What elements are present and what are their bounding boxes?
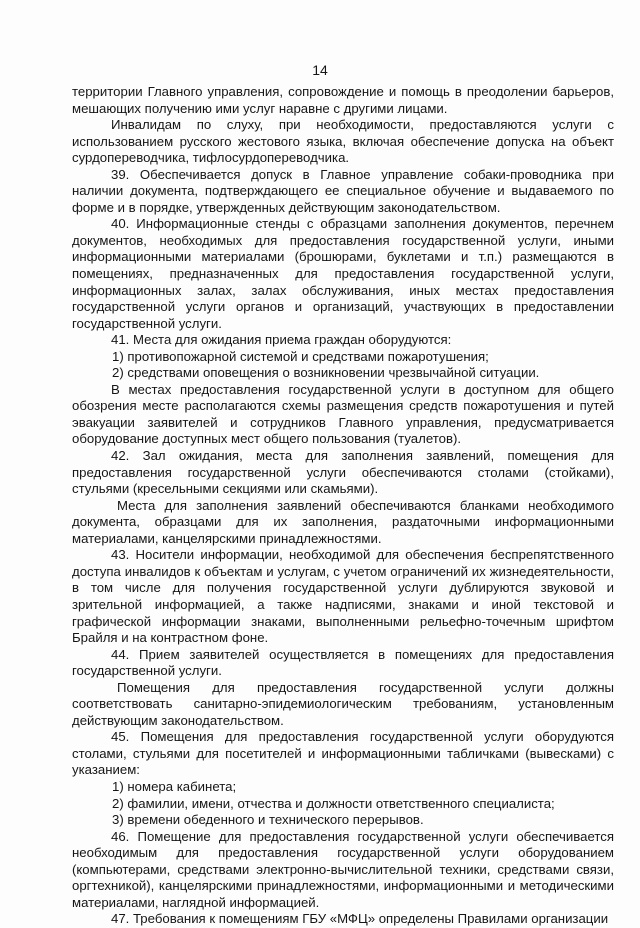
paragraph: территории Главного управления, сопровождение и помощь в преодолении барьеров, мешающих получению ими услуг наравне с другими лицами. <box>72 84 614 116</box>
paragraph: 41. Места для ожидания приема граждан оборудуются: <box>111 332 452 348</box>
list-item: 1) номера кабинета; <box>112 778 237 794</box>
list-item: 2) фамилии, имени, отчества и должности ответственного специалиста; <box>112 795 555 811</box>
paragraph: 42. Зал ожидания, места для заполнения заявлений, помещения для предоставления государственной услуги обеспечиваются столами (стойками), стульями (кресельными секциями или скамьями). <box>72 448 614 497</box>
paragraph: 44. Прием заявителей осуществляется в помещениях для предоставления государственной услуги. <box>72 646 614 679</box>
paragraph: 46. Помещение для предоставления государственной услуги обеспечивается необходимым для предоставления государственной услуги оборудованием (компьютерами, средствами электронно-вычислительной техники, средствами связи, оргтехникой), канцелярскими принадлежностями, информационными и методическими материалами, наглядной информацией. <box>72 828 614 910</box>
paragraph: 43. Носители информации, необходимой для обеспечения беспрепятственного доступа инвалидов к объектам и услугам, с учетом ограничений их жизнедеятельности, в том числе для получения государственной услуги дублируются звуковой и зрительной информацией, а также надписями, знаками и иной текстовой и графической информации знаками, выполненными рельефно-точечным шрифтом Брайля и на контрастном фоне. <box>72 547 614 646</box>
paragraph: 45. Помещения для предоставления государственной услуги оборудуются столами, стульями для посетителей и информационными табличками (вывесками) с указанием: <box>72 729 614 778</box>
page-number: 14 <box>312 62 328 78</box>
paragraph: 40. Информационные стенды с образцами заполнения документов, перечнем документов, необходимых для предоставления государственной услуги, иными информационными материалами (брошюрами, буклетами и т.п.) размещаются в помещениях, предназначенных для предоставления государственной услуги, информационных залах, залах обслуживания, иных местах предоставления государственной услуги органов и организаций, участвующих в предоставлении государственной услуги. <box>72 216 614 331</box>
list-item: 3) времени обеденного и технического перерывов. <box>112 812 424 828</box>
document-body <box>72 84 614 928</box>
list-item: 1) противопожарной системой и средствами пожаротушения; <box>112 348 489 364</box>
list-item: 2) средствами оповещения о возникновении чрезвычайной ситуации. <box>112 365 540 381</box>
paragraph: В местах предоставления государственной услуги в доступном для общего обозрения месте располагаются схемы размещения средств пожаротушения и путей эвакуации заявителей и сотрудников Главного управления, предусматривается оборудование доступных мест общего пользования (туалетов). <box>72 381 614 447</box>
paragraph: Места для заполнения заявлений обеспечиваются бланками необходимого документа, образцами для их заполнения, раздаточными информационными материалами, канцелярскими принадлежностями. <box>72 497 614 546</box>
paragraph: 39. Обеспечивается допуск в Главное управление собаки-проводника при наличии документа, подтверждающего ее специальное обучение и выдаваемого по форме и в порядке, утвержденных действующим законодательством. <box>72 166 614 215</box>
paragraph: Помещения для предоставления государственной услуги должны соответствовать санитарно-эпидемиологическим требованиям, установленным действующим законодательством. <box>72 679 614 728</box>
paragraph: 47. Требования к помещениям ГБУ «МФЦ» определены Правилами организации <box>111 911 609 927</box>
paragraph: Инвалидам по слуху, при необходимости, предоставляются услуги с использованием русского жестового языка, включая обеспечение допуска на объект сурдопереводчика, тифлосурдопереводчика. <box>72 117 614 166</box>
